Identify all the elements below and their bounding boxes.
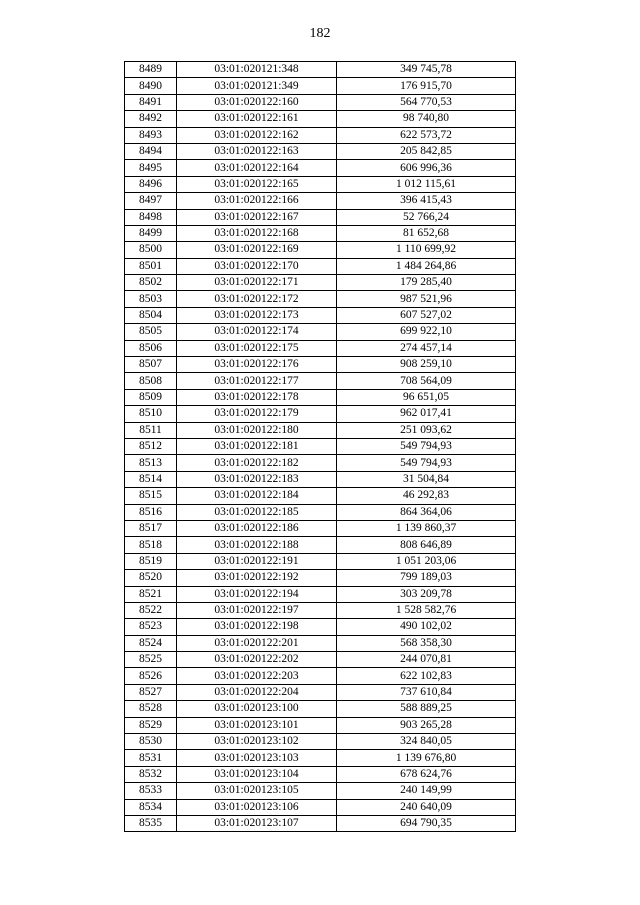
table-row	[125, 553, 516, 569]
cadastral-value-cell: 1 139 676,80	[337, 750, 516, 766]
cadastral-number-cell: 03:01:020122:175	[177, 340, 337, 356]
cadastral-number-cell: 03:01:020121:349	[177, 78, 337, 94]
cadastral-value-cell: 708 564,09	[337, 373, 516, 389]
table-row	[125, 111, 516, 127]
cadastral-value-cell: 987 521,96	[337, 291, 516, 307]
row-number-cell: 8520	[125, 570, 177, 586]
cadastral-number-cell: 03:01:020122:184	[177, 488, 337, 504]
cadastral-value-cell: 46 292,83	[337, 488, 516, 504]
cadastral-number-cell: 03:01:020122:202	[177, 652, 337, 668]
cadastral-number-cell: 03:01:020122:173	[177, 307, 337, 323]
cadastral-number-cell: 03:01:020122:161	[177, 111, 337, 127]
cadastral-number-cell: 03:01:020122:164	[177, 160, 337, 176]
cadastral-number-cell: 03:01:020122:194	[177, 586, 337, 602]
row-number-cell: 8525	[125, 652, 177, 668]
row-number-cell: 8526	[125, 668, 177, 684]
table-row	[125, 537, 516, 553]
cadastral-value-cell: 31 504,84	[337, 471, 516, 487]
row-number-cell: 8535	[125, 815, 177, 831]
cadastral-number-cell: 03:01:020123:106	[177, 799, 337, 815]
table-row	[125, 799, 516, 815]
cadastral-number-cell: 03:01:020122:176	[177, 357, 337, 373]
cadastral-number-cell: 03:01:020122:177	[177, 373, 337, 389]
cadastral-value-cell: 1 528 582,76	[337, 602, 516, 618]
row-number-cell: 8491	[125, 94, 177, 110]
cadastral-value-cell: 549 794,93	[337, 455, 516, 471]
table-row	[125, 275, 516, 291]
table-row	[125, 570, 516, 586]
cadastral-value-cell: 864 364,06	[337, 504, 516, 520]
cadastral-value-cell: 549 794,93	[337, 438, 516, 454]
row-number-cell: 8494	[125, 143, 177, 159]
cadastral-value-cell: 1 139 860,37	[337, 520, 516, 536]
table-row	[125, 734, 516, 750]
row-number-cell: 8507	[125, 357, 177, 373]
cadastral-value-cell: 324 840,05	[337, 734, 516, 750]
row-number-cell: 8503	[125, 291, 177, 307]
cadastral-number-cell: 03:01:020122:160	[177, 94, 337, 110]
row-number-cell: 8532	[125, 766, 177, 782]
cadastral-value-cell: 179 285,40	[337, 275, 516, 291]
table-row	[125, 520, 516, 536]
cadastral-value-cell: 606 996,36	[337, 160, 516, 176]
row-number-cell: 8505	[125, 324, 177, 340]
row-number-cell: 8497	[125, 193, 177, 209]
row-number-cell: 8527	[125, 684, 177, 700]
row-number-cell: 8523	[125, 619, 177, 635]
table-row	[125, 209, 516, 225]
row-number-cell: 8508	[125, 373, 177, 389]
cadastral-number-cell: 03:01:020123:101	[177, 717, 337, 733]
table-row	[125, 701, 516, 717]
row-number-cell: 8509	[125, 389, 177, 405]
row-number-cell: 8511	[125, 422, 177, 438]
table-row	[125, 652, 516, 668]
table-row	[125, 62, 516, 78]
cadastral-value-cell: 1 110 699,92	[337, 242, 516, 258]
row-number-cell: 8498	[125, 209, 177, 225]
row-number-cell: 8502	[125, 275, 177, 291]
table-row	[125, 471, 516, 487]
row-number-cell: 8495	[125, 160, 177, 176]
row-number-cell: 8510	[125, 406, 177, 422]
cadastral-number-cell: 03:01:020122:185	[177, 504, 337, 520]
table-row	[125, 340, 516, 356]
cadastral-number-cell: 03:01:020122:182	[177, 455, 337, 471]
row-number-cell: 8521	[125, 586, 177, 602]
cadastral-number-cell: 03:01:020122:197	[177, 602, 337, 618]
table-row	[125, 389, 516, 405]
table-row	[125, 357, 516, 373]
table-row	[125, 143, 516, 159]
cadastral-value-cell: 588 889,25	[337, 701, 516, 717]
row-number-cell: 8515	[125, 488, 177, 504]
row-number-cell: 8514	[125, 471, 177, 487]
row-number-cell: 8529	[125, 717, 177, 733]
row-number-cell: 8489	[125, 62, 177, 78]
row-number-cell: 8534	[125, 799, 177, 815]
cadastral-value-cell: 251 093,62	[337, 422, 516, 438]
table-row	[125, 668, 516, 684]
cadastral-number-cell: 03:01:020122:162	[177, 127, 337, 143]
cadastral-value-cell: 96 651,05	[337, 389, 516, 405]
cadastral-number-cell: 03:01:020123:105	[177, 783, 337, 799]
row-number-cell: 8518	[125, 537, 177, 553]
cadastral-number-cell: 03:01:020122:198	[177, 619, 337, 635]
cadastral-value-cell: 568 358,30	[337, 635, 516, 651]
cadastral-value-cell: 622 102,83	[337, 668, 516, 684]
table-row	[125, 684, 516, 700]
cadastral-value-cell: 962 017,41	[337, 406, 516, 422]
page-number: 182	[309, 26, 331, 41]
cadastral-value-cell: 81 652,68	[337, 225, 516, 241]
cadastral-value-cell: 1 051 203,06	[337, 553, 516, 569]
table-row	[125, 619, 516, 635]
table-row	[125, 373, 516, 389]
table-row	[125, 717, 516, 733]
cadastral-value-cell: 694 790,35	[337, 815, 516, 831]
cadastral-value-cell: 303 209,78	[337, 586, 516, 602]
cadastral-number-cell: 03:01:020123:107	[177, 815, 337, 831]
cadastral-number-cell: 03:01:020122:171	[177, 275, 337, 291]
table-row	[125, 225, 516, 241]
table-row	[125, 127, 516, 143]
row-number-cell: 8512	[125, 438, 177, 454]
cadastral-number-cell: 03:01:020122:191	[177, 553, 337, 569]
table-row	[125, 504, 516, 520]
table-row	[125, 815, 516, 831]
table-row	[125, 176, 516, 192]
table-row	[125, 242, 516, 258]
table-row	[125, 422, 516, 438]
row-number-cell: 8519	[125, 553, 177, 569]
cadastral-number-cell: 03:01:020122:170	[177, 258, 337, 274]
table-row	[125, 586, 516, 602]
cadastral-value-cell: 737 610,84	[337, 684, 516, 700]
cadastral-value-cell: 564 770,53	[337, 94, 516, 110]
table-row	[125, 635, 516, 651]
cadastral-value-cell: 396 415,43	[337, 193, 516, 209]
row-number-cell: 8531	[125, 750, 177, 766]
cadastral-number-cell: 03:01:020122:163	[177, 143, 337, 159]
table-row	[125, 750, 516, 766]
cadastral-value-cell: 799 189,03	[337, 570, 516, 586]
cadastral-number-cell: 03:01:020122:179	[177, 406, 337, 422]
cadastral-number-cell: 03:01:020122:167	[177, 209, 337, 225]
table-row	[125, 193, 516, 209]
row-number-cell: 8492	[125, 111, 177, 127]
table-row	[125, 258, 516, 274]
cadastral-number-cell: 03:01:020122:165	[177, 176, 337, 192]
row-number-cell: 8528	[125, 701, 177, 717]
cadastral-number-cell: 03:01:020122:201	[177, 635, 337, 651]
cadastral-value-cell: 52 766,24	[337, 209, 516, 225]
cadastral-number-cell: 03:01:020123:104	[177, 766, 337, 782]
row-number-cell: 8493	[125, 127, 177, 143]
cadastral-number-cell: 03:01:020123:102	[177, 734, 337, 750]
row-number-cell: 8504	[125, 307, 177, 323]
cadastral-value-cell: 240 149,99	[337, 783, 516, 799]
table-row	[125, 406, 516, 422]
cadastral-value-cell: 176 915,70	[337, 78, 516, 94]
row-number-cell: 8524	[125, 635, 177, 651]
cadastral-number-cell: 03:01:020122:186	[177, 520, 337, 536]
cadastral-number-cell: 03:01:020122:188	[177, 537, 337, 553]
cadastral-number-cell: 03:01:020123:100	[177, 701, 337, 717]
table-row	[125, 766, 516, 782]
table-row	[125, 307, 516, 323]
row-number-cell: 8501	[125, 258, 177, 274]
cadastral-value-cell: 622 573,72	[337, 127, 516, 143]
row-number-cell: 8516	[125, 504, 177, 520]
row-number-cell: 8499	[125, 225, 177, 241]
cadastral-number-cell: 03:01:020122:166	[177, 193, 337, 209]
cadastral-value-cell: 490 102,02	[337, 619, 516, 635]
cadastral-number-cell: 03:01:020122:172	[177, 291, 337, 307]
cadastral-value-cell: 240 640,09	[337, 799, 516, 815]
row-number-cell: 8496	[125, 176, 177, 192]
cadastral-number-cell: 03:01:020122:192	[177, 570, 337, 586]
table-row	[125, 291, 516, 307]
row-number-cell: 8490	[125, 78, 177, 94]
cadastral-value-table	[124, 61, 516, 832]
table-row	[125, 324, 516, 340]
table-row	[125, 78, 516, 94]
table-row	[125, 455, 516, 471]
table-body	[125, 62, 516, 832]
cadastral-number-cell: 03:01:020122:169	[177, 242, 337, 258]
cadastral-number-cell: 03:01:020122:203	[177, 668, 337, 684]
row-number-cell: 8533	[125, 783, 177, 799]
cadastral-value-cell: 1 012 115,61	[337, 176, 516, 192]
table-row	[125, 94, 516, 110]
row-number-cell: 8522	[125, 602, 177, 618]
cadastral-value-cell: 699 922,10	[337, 324, 516, 340]
row-number-cell: 8500	[125, 242, 177, 258]
row-number-cell: 8517	[125, 520, 177, 536]
cadastral-value-cell: 205 842,85	[337, 143, 516, 159]
cadastral-number-cell: 03:01:020122:178	[177, 389, 337, 405]
cadastral-number-cell: 03:01:020121:348	[177, 62, 337, 78]
cadastral-value-cell: 349 745,78	[337, 62, 516, 78]
cadastral-value-cell: 908 259,10	[337, 357, 516, 373]
table-row	[125, 602, 516, 618]
cadastral-number-cell: 03:01:020122:180	[177, 422, 337, 438]
cadastral-number-cell: 03:01:020123:103	[177, 750, 337, 766]
cadastral-number-cell: 03:01:020122:181	[177, 438, 337, 454]
cadastral-value-cell: 98 740,80	[337, 111, 516, 127]
table-row	[125, 438, 516, 454]
cadastral-value-cell: 274 457,14	[337, 340, 516, 356]
cadastral-value-cell: 607 527,02	[337, 307, 516, 323]
row-number-cell: 8506	[125, 340, 177, 356]
cadastral-number-cell: 03:01:020122:168	[177, 225, 337, 241]
cadastral-value-cell: 678 624,76	[337, 766, 516, 782]
cadastral-value-cell: 808 646,89	[337, 537, 516, 553]
cadastral-value-cell: 244 070,81	[337, 652, 516, 668]
table-row	[125, 488, 516, 504]
cadastral-number-cell: 03:01:020122:183	[177, 471, 337, 487]
row-number-cell: 8513	[125, 455, 177, 471]
table-row	[125, 160, 516, 176]
table-row	[125, 783, 516, 799]
row-number-cell: 8530	[125, 734, 177, 750]
cadastral-value-cell: 903 265,28	[337, 717, 516, 733]
cadastral-value-cell: 1 484 264,86	[337, 258, 516, 274]
cadastral-number-cell: 03:01:020122:174	[177, 324, 337, 340]
cadastral-number-cell: 03:01:020122:204	[177, 684, 337, 700]
